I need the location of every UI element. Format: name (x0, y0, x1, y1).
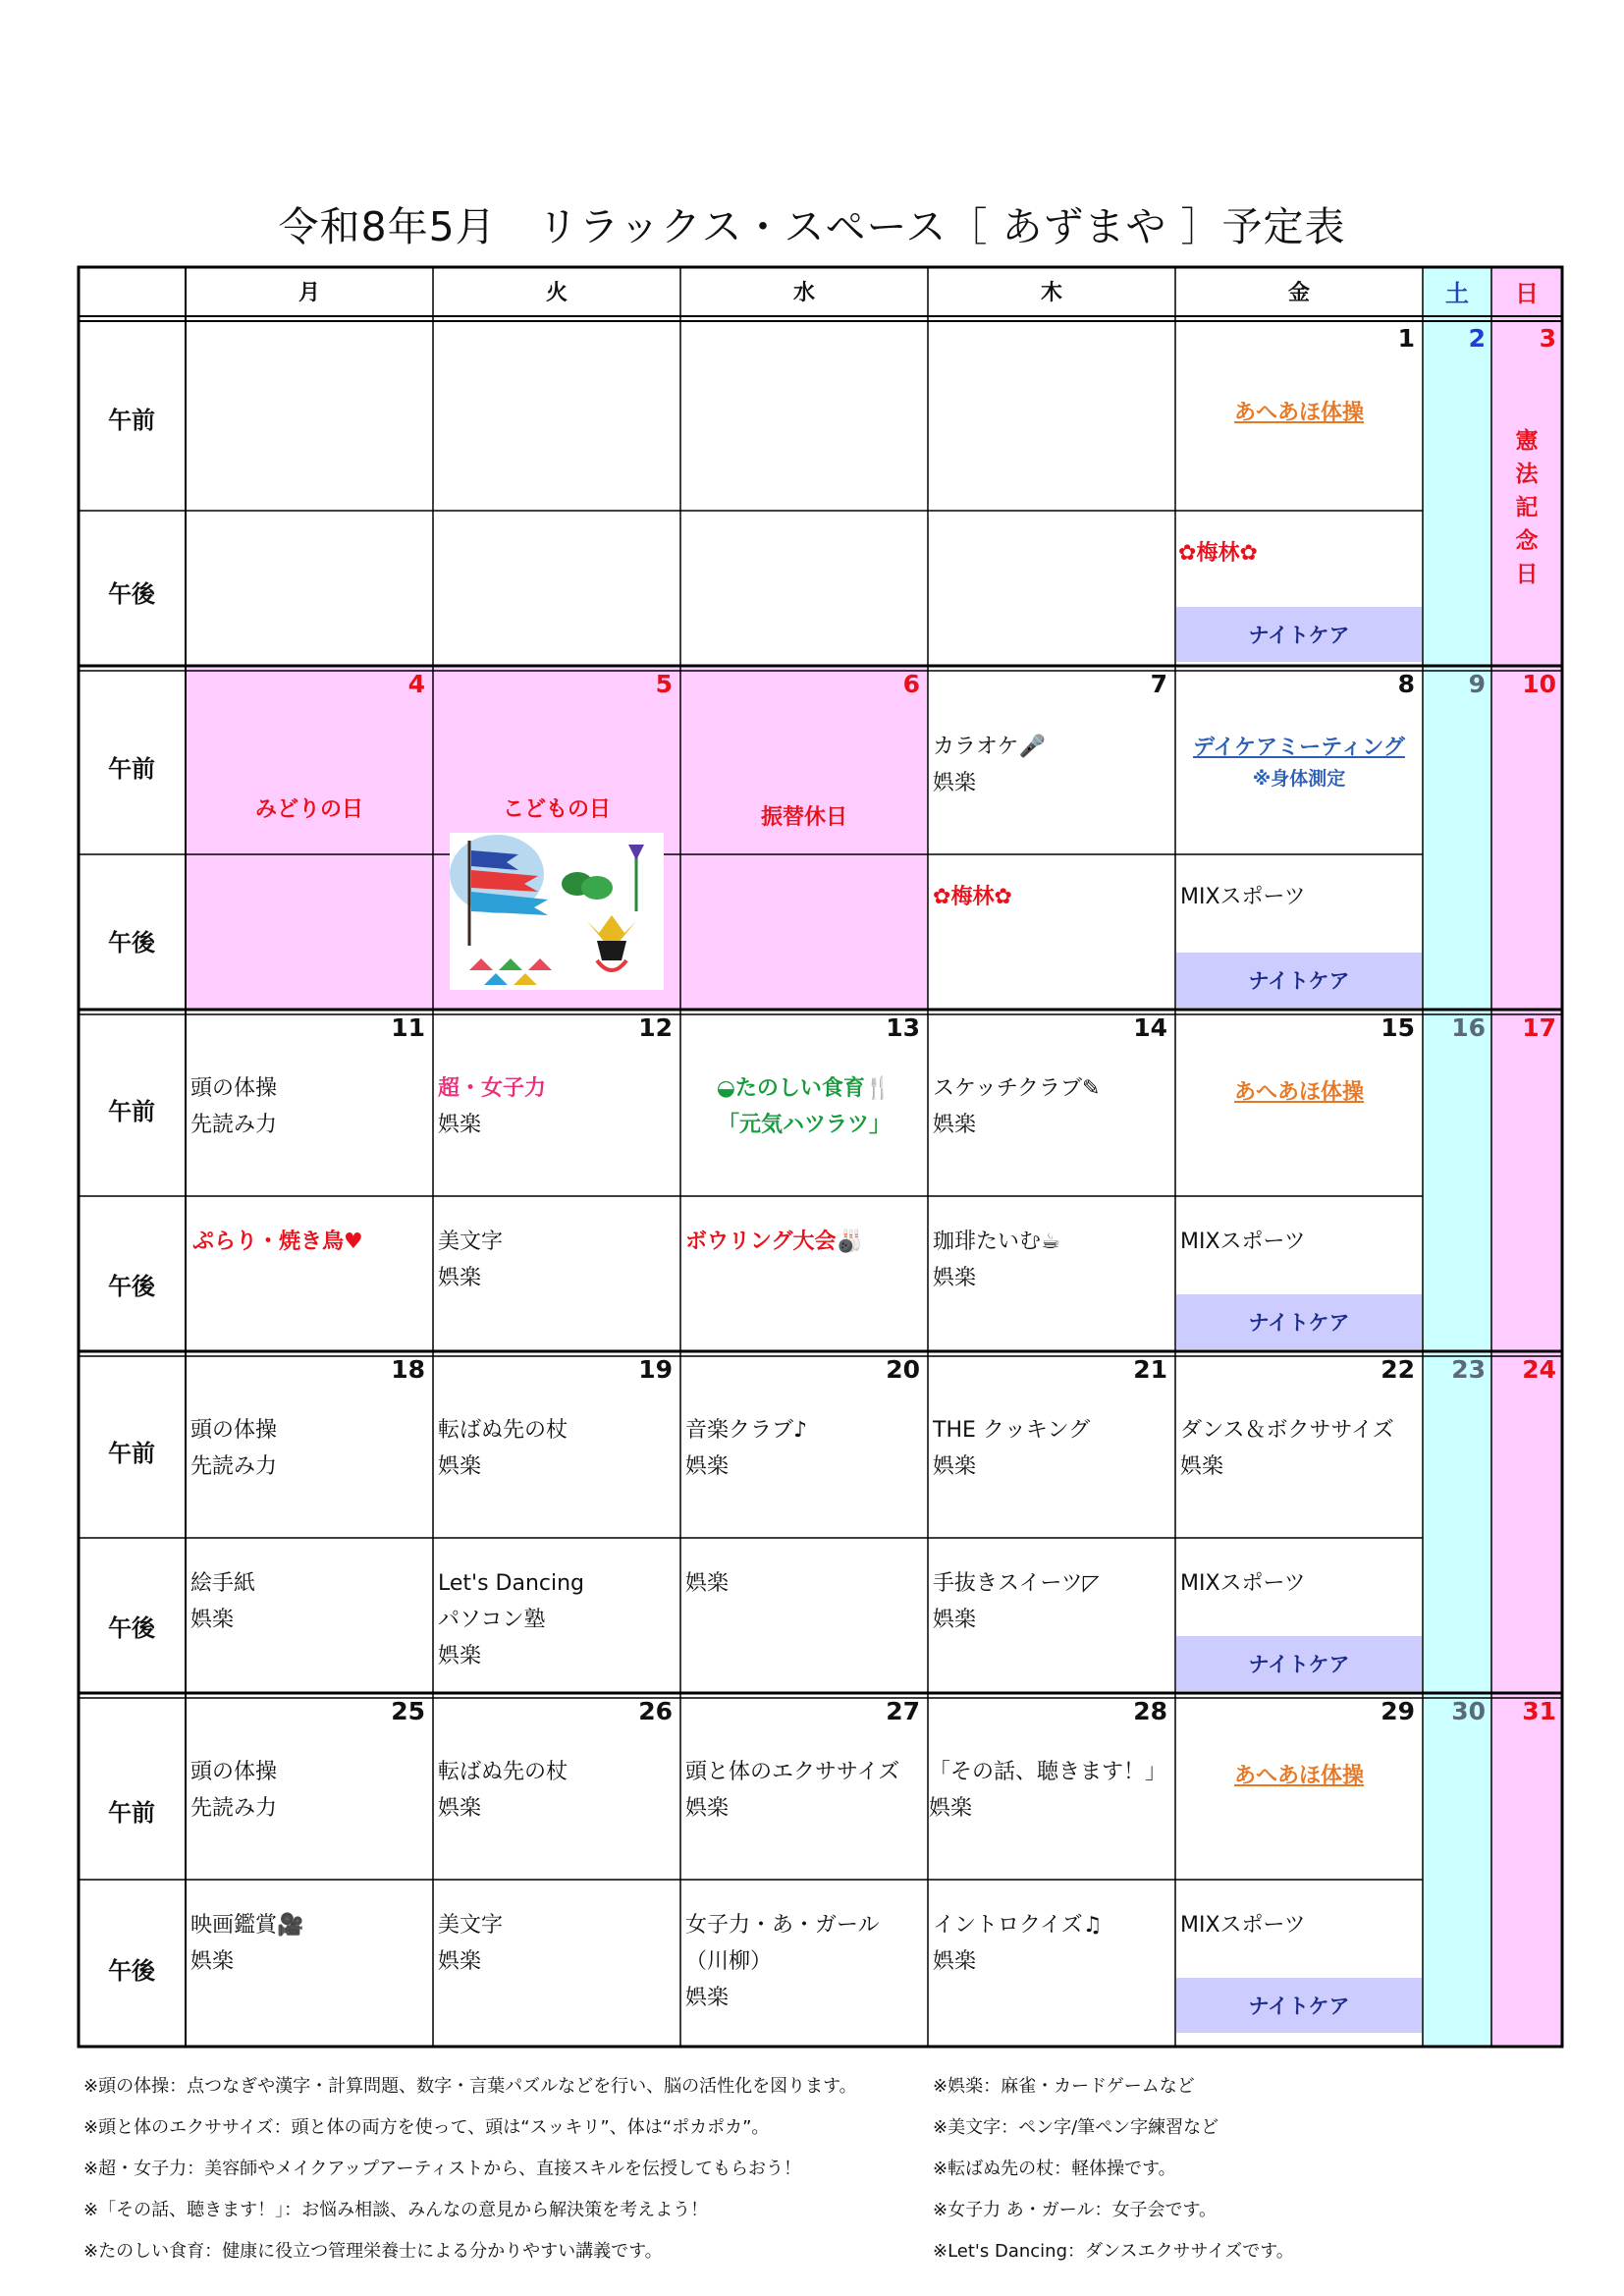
date-number: 8 (1397, 670, 1415, 698)
date-number: 13 (886, 1013, 920, 1042)
event-purari-yakitori: ぷらり・焼き鳥♥ (192, 1230, 363, 1254)
event-mix-sports: MIXスポーツ (1180, 1571, 1306, 1596)
date-number: 21 (1133, 1355, 1167, 1384)
period-pm: 午後 (108, 580, 155, 608)
footnote: ※転ばぬ先の杖：軽体操です。 (933, 2159, 1176, 2179)
flower-icon: ✿ (1239, 541, 1258, 566)
holiday-bg-mon (186, 668, 433, 1010)
holiday-furikae: 振替休日 (760, 805, 847, 830)
cake-icon: ◸ (1082, 1571, 1100, 1596)
date-number: 4 (407, 670, 425, 698)
event-tenuki-sweets: 手抜きスイーツ◸ 娯楽 (933, 1571, 1100, 1632)
event-mix-sports: MIXスポーツ (1180, 1913, 1306, 1938)
period-am: 午前 (108, 407, 155, 434)
date-number: 16 (1451, 1013, 1486, 1042)
date-number: 6 (902, 670, 920, 698)
date-number: 9 (1468, 670, 1486, 698)
page-title: 令和8年5月 リラックス・スペース［ あずまや ］予定表 (278, 203, 1346, 250)
event-atama-taiso: 頭の体操 先読み力 (190, 1418, 278, 1479)
date-number: 25 (391, 1697, 425, 1725)
holiday-midori: みどりの日 (254, 797, 363, 822)
music-note-icon: ♫ (1082, 1913, 1103, 1938)
period-pm: 午後 (108, 1957, 155, 1985)
event-sketch-club: スケッチクラブ✎ 娯楽 (933, 1076, 1101, 1137)
event-joshiryoku-girl: 女子力・あ・ガール （川柳） 娯楽 (685, 1913, 880, 2010)
event-lets-dancing: Let's Dancing パソコン塾 娯楽 (438, 1571, 585, 1668)
saturday-column-bg (1423, 316, 1491, 2047)
date-number: 22 (1380, 1355, 1415, 1384)
date-number: 20 (886, 1355, 920, 1384)
event-intro-quiz: イントロクイズ♫ 娯楽 (933, 1913, 1103, 1974)
footnote: ※娯楽：麻雀・カードゲームなど (933, 2076, 1195, 2097)
event-note-measurement: ※身体測定 (1252, 768, 1346, 790)
weekday-mon: 月 (298, 280, 320, 305)
weekday-tue: 火 (545, 280, 568, 305)
date-number: 2 (1468, 324, 1486, 353)
event-goraku: 娯楽 (685, 1571, 730, 1596)
event-aheaho: あへあほ体操 (1233, 1080, 1364, 1105)
bowling-icon: 🎳 (836, 1230, 863, 1254)
footnote: ※女子力 あ・ガール：女子会です。 (933, 2200, 1218, 2220)
date-number: 26 (638, 1697, 673, 1725)
video-camera-icon: 🎥 (277, 1913, 304, 1938)
date-number: 19 (638, 1355, 673, 1384)
event-mix-sports: MIXスポーツ (1180, 885, 1306, 909)
event-daycare-meeting: デイケアミーティング (1193, 736, 1405, 760)
period-am: 午前 (108, 1799, 155, 1827)
event-cho-joshiryoku: 超・女子力 娯楽 (438, 1076, 547, 1137)
date-number: 30 (1451, 1697, 1486, 1725)
weekday-sun: 日 (1515, 279, 1539, 307)
event-atama-taiso: 頭の体操 先読み力 (190, 1760, 278, 1821)
footnote: ※超・女子力：美容師やメイクアップアーティストから、直接スキルを伝授してもらおう！ (83, 2159, 801, 2179)
date-number: 18 (391, 1355, 425, 1384)
night-care-label: ナイトケア (1176, 607, 1422, 662)
event-dance-boxercise: ダンス＆ボクササイズ 娯楽 (1180, 1418, 1394, 1479)
period-am: 午前 (108, 1098, 155, 1125)
night-care-label: ナイトケア (1176, 1636, 1422, 1691)
event-bimoji: 美文字 娯楽 (438, 1230, 504, 1290)
date-number: 5 (655, 670, 673, 698)
footnote: ※頭と体のエクササイズ：頭と体の両方を使って、頭は“スッキリ”、体は“ポカポカ”。 (83, 2117, 770, 2138)
weekday-thu: 木 (1040, 280, 1062, 305)
coffee-cup-icon: ☕ (1041, 1230, 1060, 1254)
date-number: 23 (1451, 1355, 1486, 1384)
bowl-icon: ◒ (716, 1076, 735, 1101)
date-number: 7 (1150, 670, 1167, 698)
date-number: 11 (391, 1013, 425, 1042)
weekday-fri: 金 (1287, 280, 1310, 305)
date-number: 10 (1522, 670, 1556, 698)
event-karaoke: カラオケ🎤 娯楽 (933, 735, 1046, 795)
date-number: 31 (1522, 1697, 1556, 1725)
footnote: ※頭の体操：点つなぎや漢字・計算問題、数字・言葉パズルなどを行い、脳の活性化を図ります。 (83, 2076, 857, 2097)
date-number: 12 (638, 1013, 673, 1042)
flower-icon: ✿ (933, 885, 951, 909)
event-aheaho: あへあほ体操 (1233, 401, 1364, 425)
microphone-icon: 🎤 (1018, 735, 1046, 759)
event-korobanu: 転ばぬ先の杖 娯楽 (438, 1760, 568, 1821)
event-atama-taiso: 頭の体操 先読み力 (190, 1076, 278, 1137)
flower-icon: ✿ (1178, 541, 1197, 566)
childrens-day-illustration (450, 833, 664, 990)
event-bairin: ✿梅林✿ (933, 885, 1012, 909)
period-pm: 午後 (108, 1614, 155, 1642)
footnote: ※Let's Dancing：ダンスエクササイズです。 (933, 2241, 1294, 2262)
date-number: 14 (1133, 1013, 1167, 1042)
event-coffee-time: 珈琲たいむ☕ 娯楽 (933, 1230, 1060, 1290)
pencil-icon: ✎ (1082, 1076, 1101, 1101)
flower-icon: ✿ (994, 885, 1012, 909)
night-care-label: ナイトケア (1176, 1978, 1422, 2033)
event-exercise: 頭と体のエクササイズ 娯楽 (685, 1760, 900, 1821)
night-care-label: ナイトケア (1176, 1294, 1422, 1349)
footnote: ※「その話、聴きます！」：お悩み相談、みんなの意見から解決策を考えよう！ (83, 2200, 709, 2220)
date-number: 28 (1133, 1697, 1167, 1725)
night-care-label: ナイトケア (1176, 953, 1422, 1008)
fork-knife-icon: 🍴 (864, 1076, 893, 1101)
event-bowling: ボウリング大会🎳 (685, 1230, 863, 1254)
date-number: 17 (1522, 1013, 1556, 1042)
period-pm: 午後 (108, 1273, 155, 1300)
date-number: 15 (1380, 1013, 1415, 1042)
date-number: 27 (886, 1697, 920, 1725)
event-the-cooking: THE クッキング 娯楽 (933, 1418, 1091, 1479)
event-aheaho: あへあほ体操 (1233, 1764, 1364, 1788)
holiday-bg-wed (680, 668, 928, 1010)
date-number: 3 (1539, 324, 1556, 353)
period-am: 午前 (108, 755, 155, 783)
event-shokuiku: ◒たのしい食育🍴 「元気ハツラツ」 (716, 1076, 893, 1137)
event-bairin: ✿梅林✿ (1178, 541, 1258, 566)
holiday-kenpo: 憲 法 記 念 日 (1515, 428, 1539, 587)
event-sonohanashi: 「その話、聴きます！」 娯楽 (929, 1760, 1167, 1821)
event-mix-sports: MIXスポーツ (1180, 1230, 1306, 1254)
footnote: ※美文字：ペン字/筆ペン字練習など (933, 2117, 1219, 2138)
event-etegami: 絵手紙 娯楽 (190, 1571, 256, 1632)
weekday-wed: 水 (792, 280, 815, 305)
event-movie: 映画鑑賞🎥 娯楽 (190, 1913, 304, 1974)
period-am: 午前 (108, 1440, 155, 1467)
date-number: 29 (1380, 1697, 1415, 1725)
period-pm: 午後 (108, 929, 155, 957)
heart-icon: ♥ (344, 1230, 363, 1254)
event-bimoji: 美文字 娯楽 (438, 1913, 504, 1974)
weekday-sat: 土 (1445, 279, 1469, 307)
event-music-club: 音楽クラブ♪ 娯楽 (685, 1418, 808, 1479)
date-number: 24 (1522, 1355, 1556, 1384)
holiday-kodomo: こどもの日 (502, 797, 611, 822)
event-korobanu: 転ばぬ先の杖 娯楽 (438, 1418, 568, 1479)
footnote: ※たのしい食育：健康に役立つ管理栄養士による分かりやすい講義です。 (83, 2241, 663, 2262)
date-number: 1 (1397, 324, 1415, 353)
